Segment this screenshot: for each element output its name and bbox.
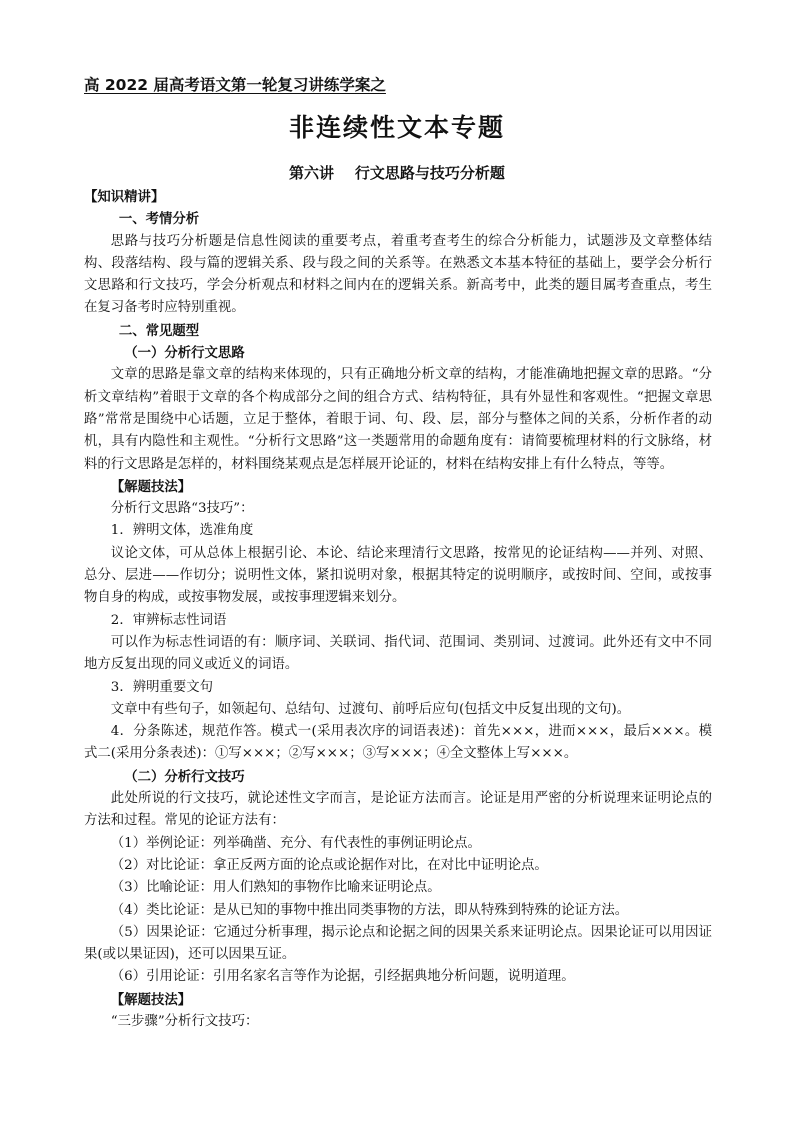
tip-2-paragraph: 可以作为标志性词语的有：顺序词、关联词、指代词、范围词、类别词、过渡词。此外还有文中不同地方反复出现的同义或近义的词语。 bbox=[84, 634, 712, 673]
method-item-5: （5）因果论证：它通过分析事理，揭示论点和论据之间的因果关系来证明论点。因果论证可以用因证果(或以果证因)，还可以因果互证。 bbox=[84, 924, 712, 963]
method-item-6: （6）引用论证：引用名家名言等作为论据，引经据典地分析问题，说明道理。 bbox=[110, 969, 575, 985]
tip-1-paragraph: 议论文体，可从总体上根据引论、本论、结论来理清行文思路，按常见的论证结构——并列、对照、总分、层进——作切分；说明性文体，紧扣说明对象，根据其特定的说明顺序，或按时间、空间，或按事物自身的构成，或按事物发展，或按事理逻辑来划分。 bbox=[84, 545, 712, 606]
lecture-title: 第六讲 行文思路与技巧分析题 bbox=[289, 164, 505, 182]
tip-3-paragraph: 文章中有些句子，如领起句、总结句、过渡句、前呼后应句(包括文中反复出现的文句)。 bbox=[110, 701, 631, 717]
method-item-1: （1）举例论证：列举确凿、充分、有代表性的事例证明论点。 bbox=[110, 835, 481, 851]
section-heading-exam-analysis: 一、考情分析 bbox=[118, 211, 200, 228]
method-intro-2: “三步骤”分析行文技巧： bbox=[110, 1013, 259, 1029]
writing-techniques-paragraph: 此处所说的行文技巧，就论述性文字而言，是论证方法而言。论证是用严密的分析说理来证明论点的方法和过程。常见的论证方法有： bbox=[84, 791, 712, 829]
exam-analysis-paragraph: 思路与技巧分析题是信息性阅读的重要考点，着重考查考生的综合分析能力，试题涉及文章整体结构、段落结构、段与篇的逻辑关系、段与段之间的关系等。在熟悉文本基本特征的基础上，要学会分析行文思路和行文技巧，学会分析观点和材料之间内在的逻辑关系。新高考中，此类的题目属考查重点，考生在复习备考时应特别重视。 bbox=[84, 233, 712, 316]
writing-logic-paragraph: 文章的思路是靠文章的结构来体现的，只有正确地分析文章的结构，才能准确地把握文章的思路。“分析文章结构”着眼于文章的各个构成部分之间的组合方式、结构特征，具有外显性和客观性。“把握文章思路”常常是围绕中心话题，立足于整体，着眼于词、句、段、层，部分与整体之间的关系，分析作者的动机，具有内隐性和主观性。“分析行文思路”这一类题常用的命题角度有：请简要梳理材料的行文脉络，材料的行文思路是怎样的，材料围绕某观点是怎样展开论证的，材料在结构安排上有什么特点，等等。 bbox=[84, 367, 712, 472]
knowledge-heading: 【知识精讲】 bbox=[84, 189, 165, 205]
section-heading-question-types: 二、常见题型 bbox=[118, 322, 200, 339]
method-heading-2: 【解题技法】 bbox=[110, 991, 192, 1008]
method-intro: 分析行文思路“3技巧”： bbox=[110, 501, 254, 517]
tip-4-paragraph: 4．分条陈述，规范作答。模式一(采用表次序的词语表述)：首先×××，进而×××，最后×××。模式二(采用分条表述)：①写×××；②写×××；③写×××；④全文整体上写×××。 bbox=[84, 724, 712, 762]
method-item-4: （4）类比论证：是从已知的事物中推出同类事物的方法，即从特殊到特殊的论证方法。 bbox=[110, 902, 629, 918]
method-heading: 【解题技法】 bbox=[110, 478, 192, 495]
method-item-2: （2）对比论证：拿正反两方面的论点或论据作对比，在对比中证明论点。 bbox=[110, 857, 548, 873]
tip-3-title: 3．辨明重要文句 bbox=[110, 679, 214, 695]
subsection-heading-writing-logic: （一）分析行文思路 bbox=[124, 345, 245, 362]
main-title: 非连续性文本专题 bbox=[288, 113, 505, 142]
tip-1-title: 1．辨明文体，选准角度 bbox=[110, 523, 254, 539]
subsection-heading-writing-techniques: （二）分析行文技巧 bbox=[124, 768, 245, 785]
method-item-3: （3）比喻论证：用人们熟知的事物作比喻来证明论点。 bbox=[110, 880, 441, 896]
series-title: 高 2022 届高考语文第一轮复习讲练学案之 bbox=[84, 76, 386, 94]
tip-2-title: 2．审辨标志性词语 bbox=[110, 612, 227, 628]
document-body bbox=[84, 186, 712, 1033]
